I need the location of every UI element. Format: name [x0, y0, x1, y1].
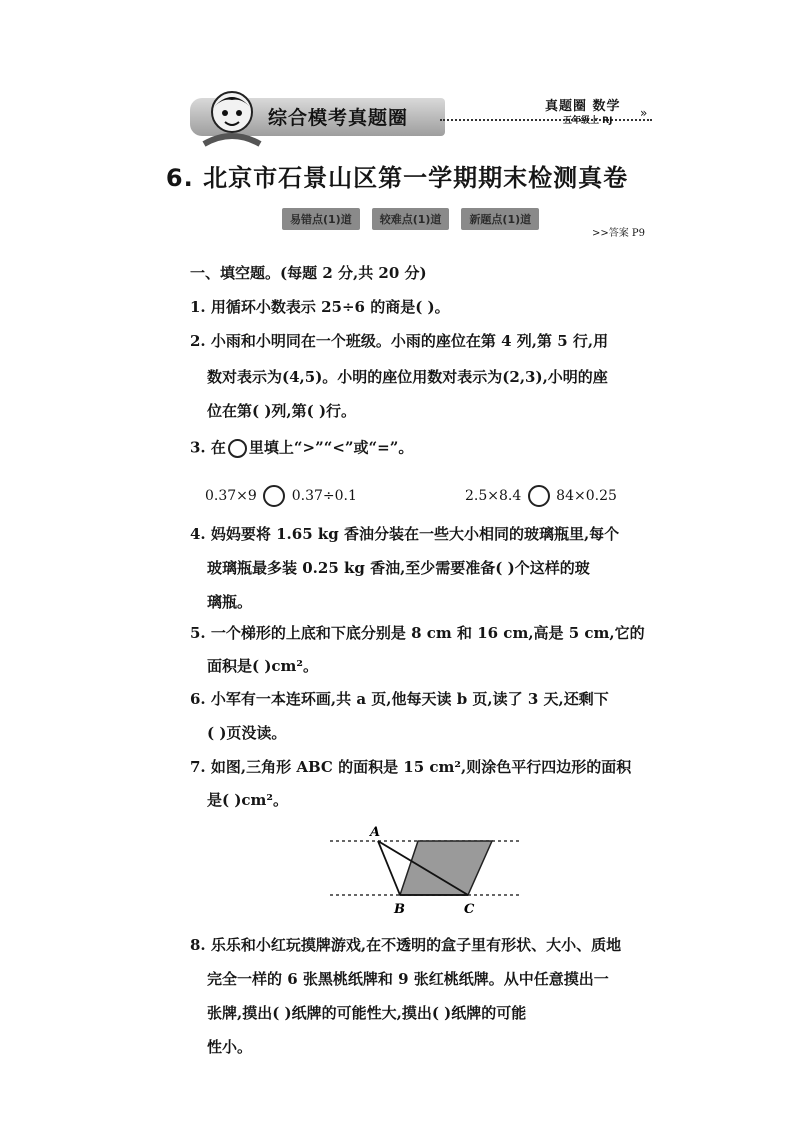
- book-grade: 五年级上 RJ: [563, 116, 613, 126]
- question-7-line-1: 7. 如图,三角形 ABC 的面积是 15 cm²,则涂色平行四边形的面积: [190, 758, 632, 776]
- comparison-a-left: 0.37×9: [205, 488, 257, 504]
- tag-difficult: 较难点(1)道: [372, 208, 450, 230]
- vertex-a-label: A: [370, 825, 381, 840]
- question-6-line-2: ( )页没读。: [207, 724, 287, 742]
- vertex-b-label: B: [394, 902, 405, 917]
- banner-title: 综合模考真题圈: [268, 107, 409, 129]
- question-4-line-2: 玻璃瓶最多装 0.25 kg 香油,至少需要准备( )个这样的玻: [207, 559, 590, 577]
- tag-error-prone: 易错点(1)道: [282, 208, 360, 230]
- comparison-a: [205, 485, 357, 507]
- shaded-parallelogram: [400, 841, 492, 895]
- question-8-line-2: 完全一样的 6 张黑桃纸牌和 9 张红桃纸牌。从中任意摸出一: [207, 970, 609, 988]
- parallelogram-figure: [326, 822, 526, 918]
- comparison-b-circle-icon[interactable]: [528, 485, 550, 507]
- question-5-line-2: 面积是( )cm²。: [207, 657, 318, 675]
- question-6-line-1: 6. 小军有一本连环画,共 a 页,他每天读 b 页,读了 3 天,还剩下: [190, 690, 609, 708]
- question-4-line-1: 4. 妈妈要将 1.65 kg 香油分装在一些大小相同的玻璃瓶里,每个: [190, 525, 620, 543]
- question-4-line-3: 璃瓶。: [207, 593, 253, 611]
- question-7-line-2: 是( )cm²。: [207, 791, 288, 809]
- book-title: 真题圈 数学: [545, 99, 621, 114]
- question-8-line-4: 性小。: [207, 1038, 253, 1056]
- mascot-icon: [196, 88, 268, 150]
- section-heading: 一、填空题。(每题 2 分,共 20 分): [190, 264, 427, 282]
- comparison-a-circle-icon[interactable]: [263, 485, 285, 507]
- question-8-line-1: 8. 乐乐和小红玩摸牌游戏,在不透明的盒子里有形状、大小、质地: [190, 936, 622, 954]
- comparison-b: [465, 485, 617, 507]
- header-divider: [440, 119, 652, 121]
- question-2-line-3: 位在第( )列,第( )行。: [207, 402, 357, 420]
- compare-circle-icon: [228, 439, 247, 458]
- question-3: [190, 439, 413, 458]
- paper-title: 6. 北京市石景山区第一学期期末检测真卷: [165, 164, 629, 192]
- vertex-c-label: C: [464, 902, 475, 917]
- question-2-line-2: 数对表示为(4,5)。小明的座位用数对表示为(2,3),小明的座: [207, 368, 608, 386]
- comparison-b-right: 84×0.25: [556, 488, 617, 504]
- side-ab: [378, 841, 400, 895]
- answer-reference: >>答案 P9: [592, 228, 646, 239]
- nav-arrow-icon: »: [640, 106, 648, 120]
- question-5-line-1: 5. 一个梯形的上底和下底分别是 8 cm 和 16 cm,高是 5 cm,它的: [190, 624, 645, 642]
- question-2-line-1: 2. 小雨和小明同在一个班级。小雨的座位在第 4 列,第 5 行,用: [190, 332, 609, 350]
- comparison-a-right: 0.37÷0.1: [291, 488, 357, 504]
- question-8-line-3: 张牌,摸出( )纸牌的可能性大,摸出( )纸牌的可能: [207, 1004, 527, 1022]
- question-1: 1. 用循环小数表示 25÷6 的商是( )。: [190, 298, 450, 316]
- comparison-b-left: 2.5×8.4: [465, 488, 522, 504]
- question-3-prefix: 3. 在: [190, 438, 226, 457]
- difficulty-tags: [282, 208, 539, 230]
- tag-new: 新题点(1)道: [461, 208, 539, 230]
- question-3-suffix: 里填上“>”“<”或“=”。: [248, 438, 414, 457]
